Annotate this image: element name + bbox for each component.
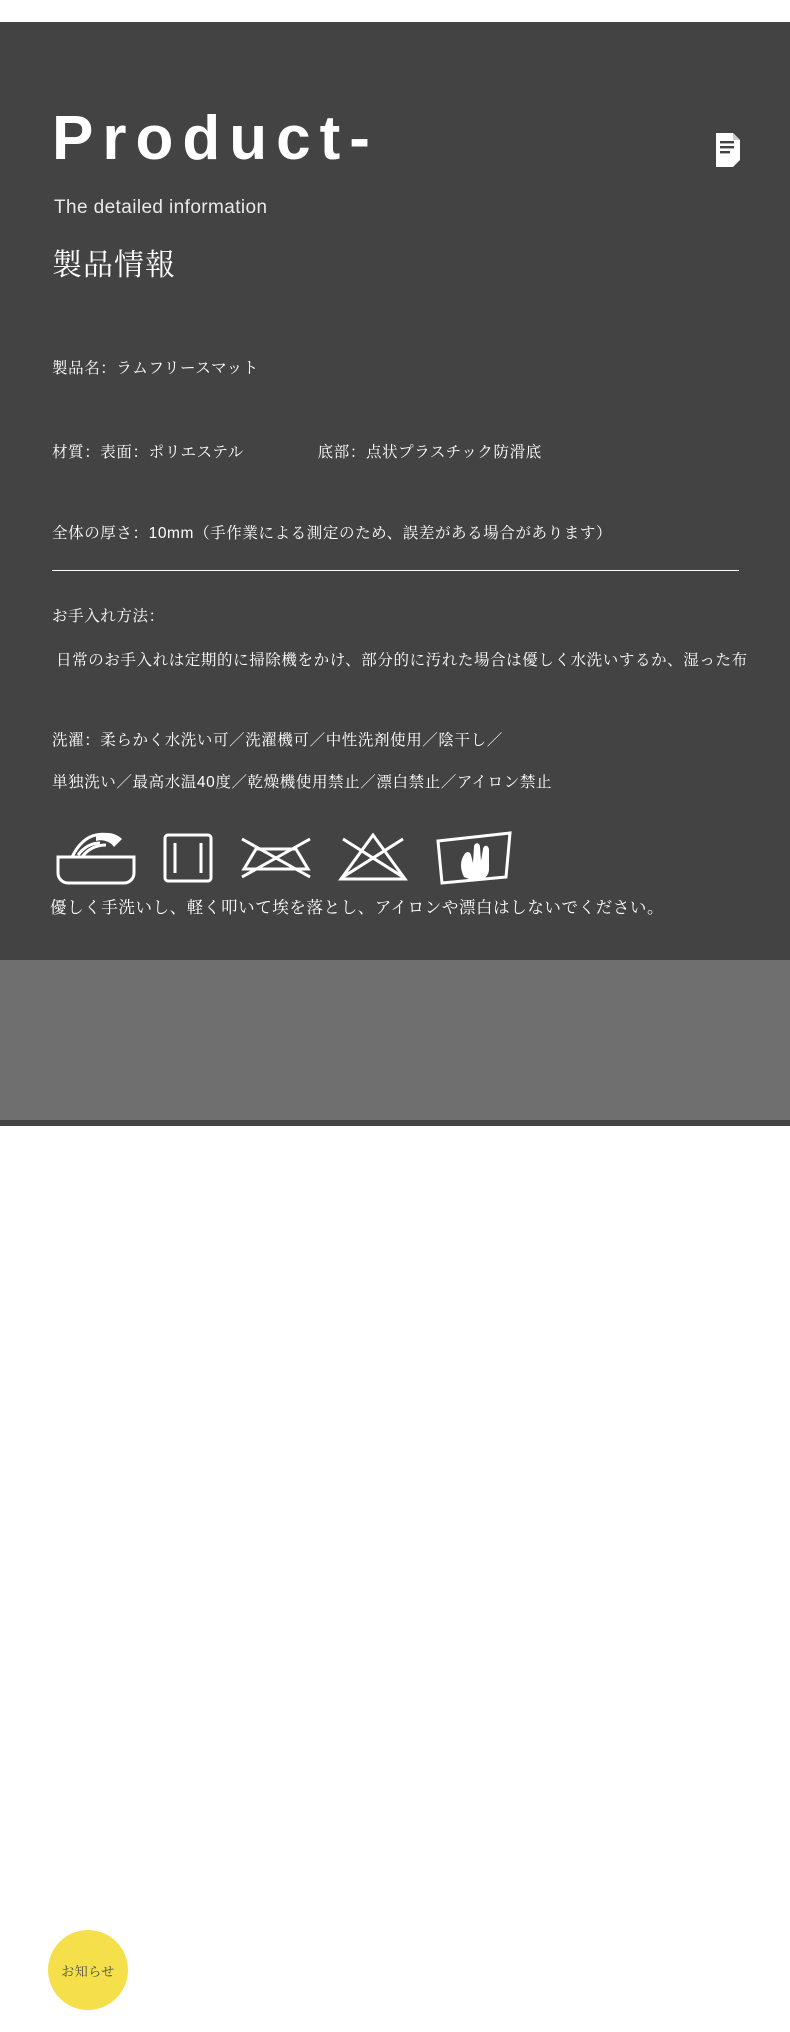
page-subtitle: The detailed information [54,197,268,218]
divider [52,570,739,571]
document-icon [714,132,742,168]
notice-line-4: ご了承ください！ [152,2010,271,2027]
spec-thickness: 全体の厚さ：10mm（手作業による測定のため、誤差がある場合があります） [52,525,613,542]
notice-badge: お知らせ [48,1930,128,2010]
no-tumble-dry-icon [157,827,219,889]
notice-text [152,1922,672,2032]
wash-instructions-line-2: 単独洗い／最高水温40度／乾燥機使用禁止／漂白禁止／アイロン禁止 [52,774,553,791]
spec-material-surface: 材質：表面：ポリエステル [52,444,244,461]
no-bleach-icon [333,827,413,889]
notice-line-3: 手作業による測定のため、1〜3cmの誤差が生じる場合がありますので、 [152,1986,632,2003]
care-body: 日常のお手入れは定期的に掃除機をかけ、部分的に汚れた場合は優しく水洗いするか、湿った布 [56,652,748,669]
notice-band [0,960,790,2027]
notice-line-1: 撮影時の照明やカメラなどの影響で、画像と実際の製品の色に微細な差 [152,1925,626,1941]
page-title-japanese: 製品情報 [52,249,176,282]
wash-instructions-line-1: 洗濯：柔らかく水洗い可／洗濯機可／中性洗剤使用／陰干し／ [52,732,503,749]
notice-line-2: 異が生じる可能性がありますので、色は実物を基準としてください。 [152,1948,611,1965]
symbol-note: 優しく手洗いし、軽く叩いて埃を落とし、アイロンや漂白はしないでください。 [50,899,665,917]
page-title: Product- [52,104,379,173]
hand-wash-icon [52,827,140,889]
dark-panel [0,22,790,2027]
no-machine-dry-flat-icon [236,827,316,889]
laundry-symbols [52,820,572,896]
care-title: お手入れ方法： [52,608,165,625]
wipe-cloth-icon [430,827,518,889]
spec-material-bottom: 底部：点状プラスチック防滑底 [317,444,542,461]
spec-material [52,440,542,462]
spec-product-name: 製品名：ラムフリースマット [52,360,259,377]
